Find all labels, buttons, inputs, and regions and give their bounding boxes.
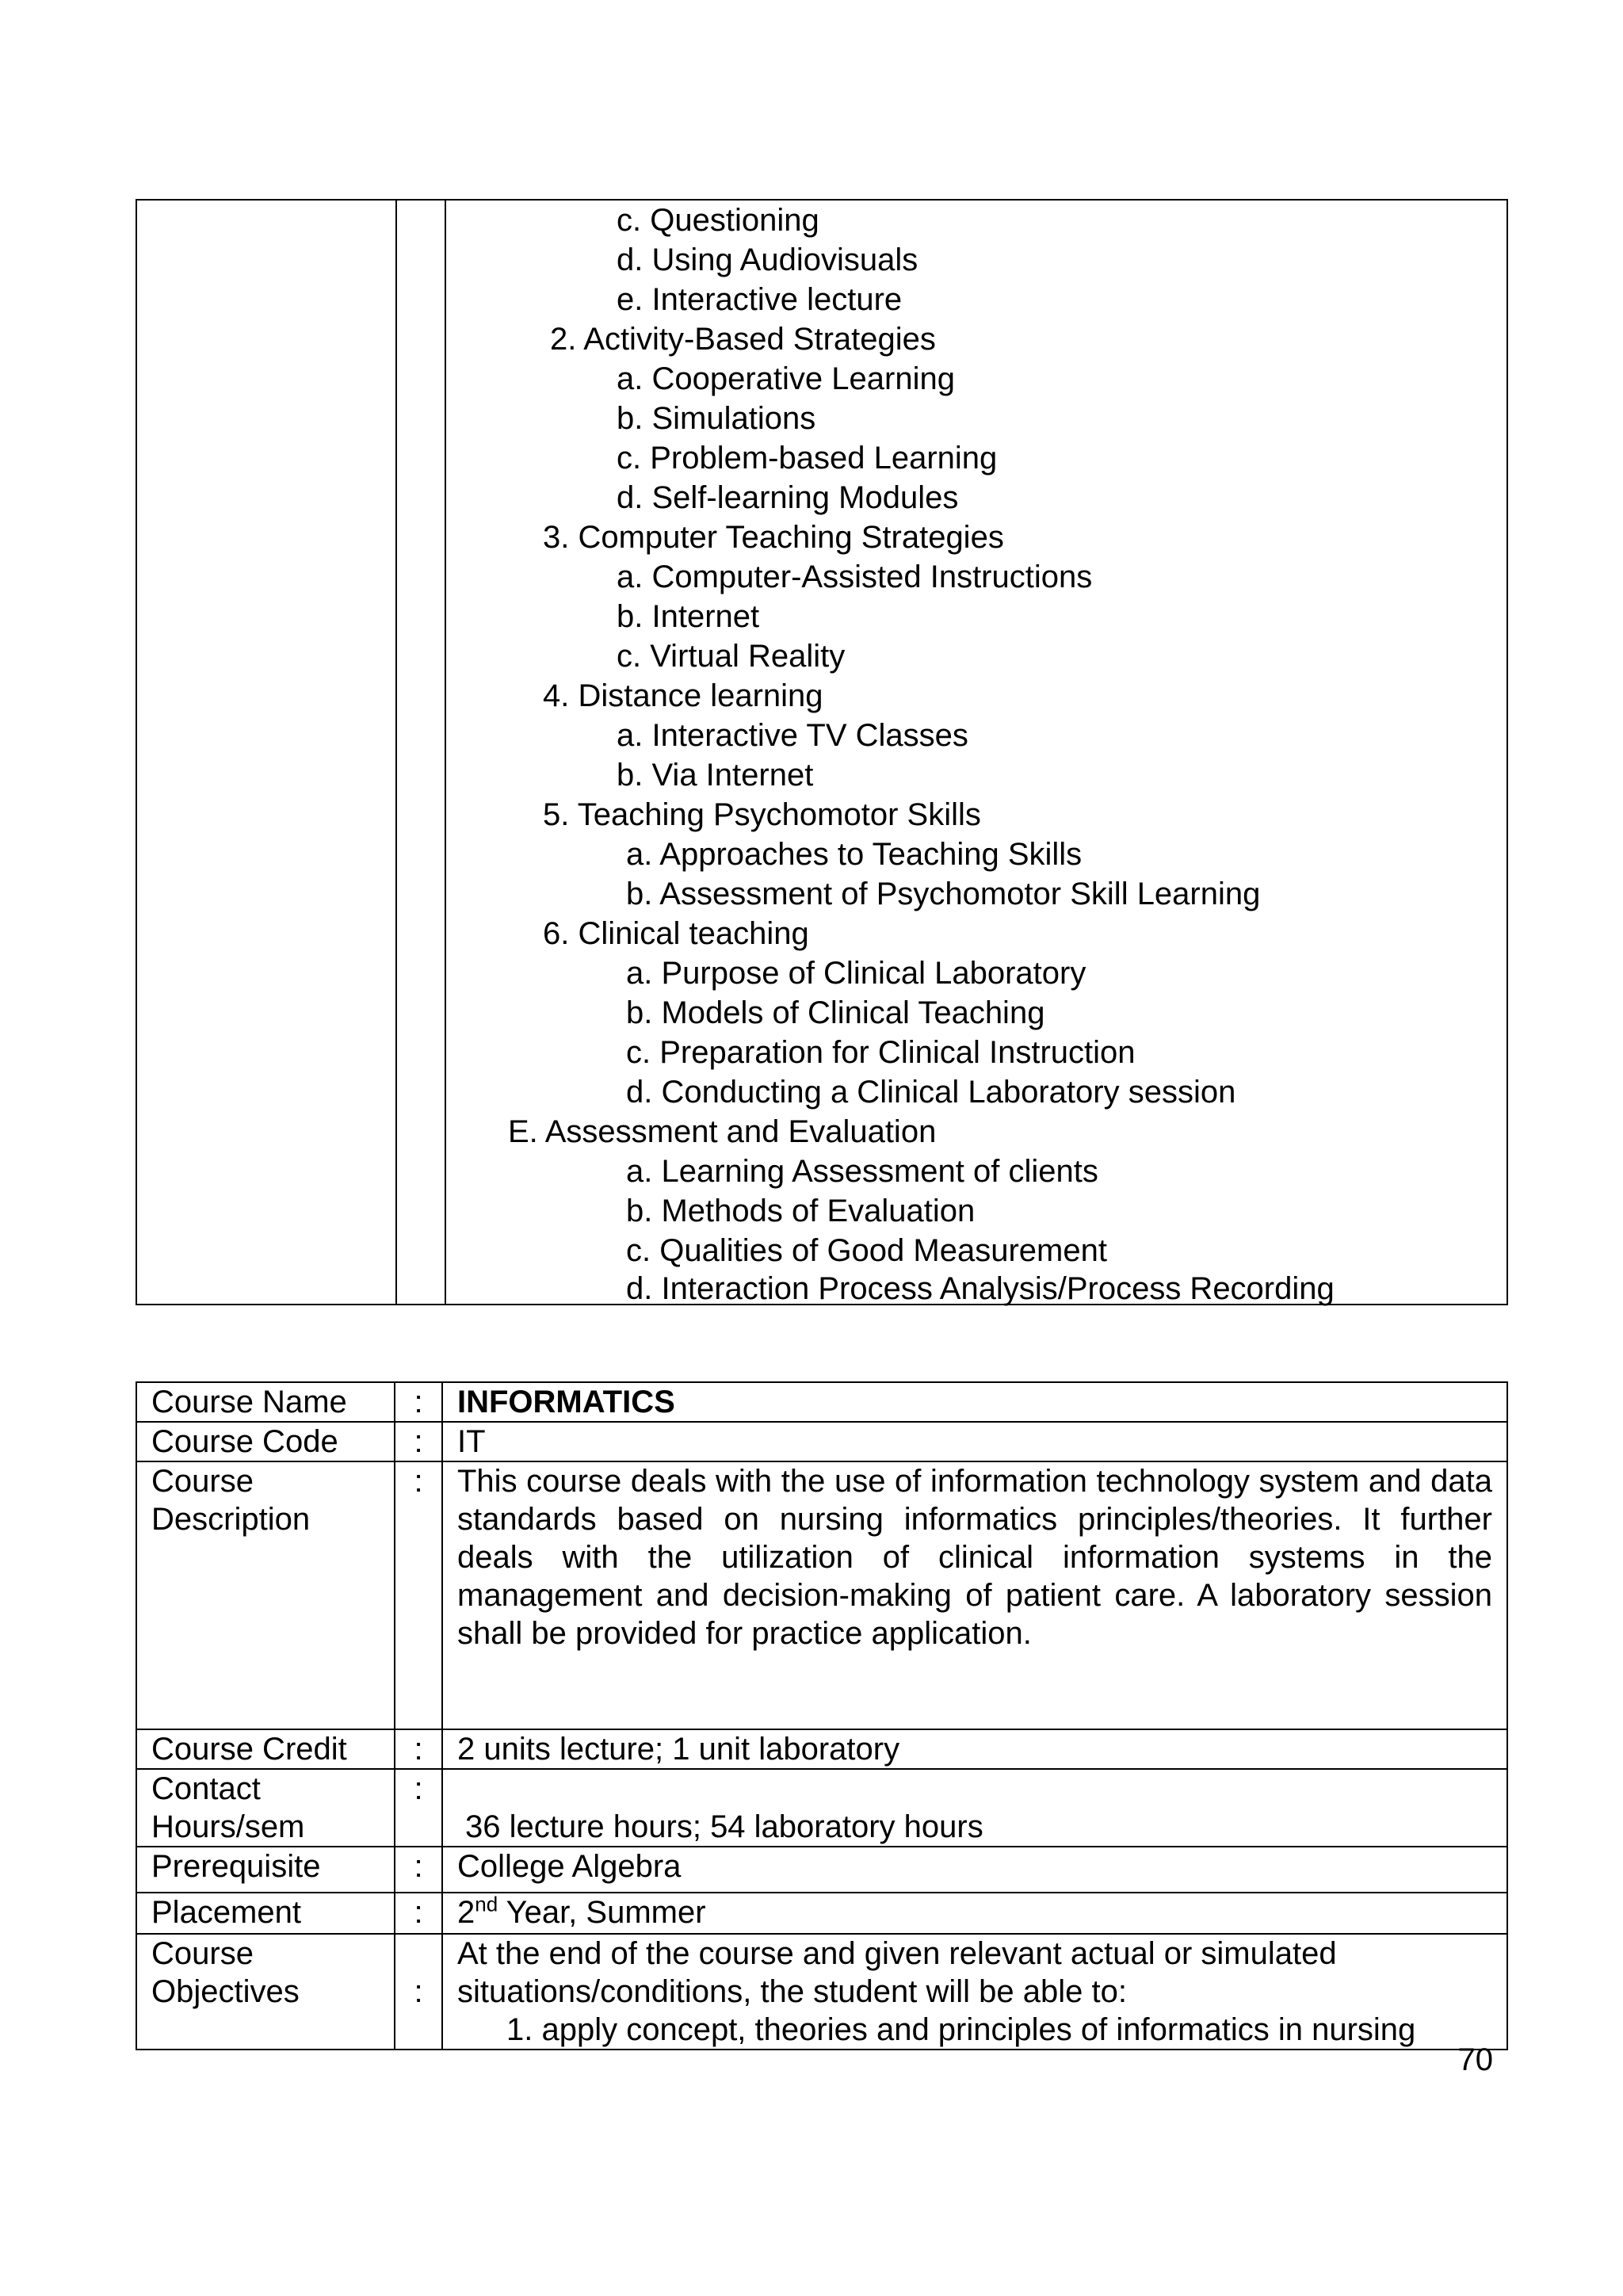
page-number: 70	[1457, 2042, 1493, 2077]
outline-item: c. Preparation for Clinical Instruction	[626, 1035, 1136, 1070]
outline-item: b. Models of Clinical Teaching	[626, 995, 1045, 1030]
outline-item: d. Interaction Process Analysis/Process Recording	[626, 1271, 1335, 1306]
prerequisite-value: College Algebra	[442, 1847, 1507, 1893]
contact-hours-value: 36 lecture hours; 54 laboratory hours	[442, 1769, 1507, 1847]
colon-separator: :	[395, 1422, 442, 1461]
outline-item: 2. Activity-Based Strategies	[550, 322, 936, 357]
teaching-strategies-table	[136, 199, 1508, 1305]
course-code-label: Course Code	[136, 1422, 395, 1461]
objectives-intro-line: At the end of the course and given relevant actual or simulated	[457, 1936, 1337, 1971]
outline-item: b. Internet	[617, 599, 760, 634]
course-name-label: Course Name	[136, 1382, 395, 1422]
colon-separator: :	[395, 1461, 442, 1729]
outline-item: d. Conducting a Clinical Laboratory session	[626, 1075, 1236, 1110]
course-objectives-label	[136, 1934, 395, 2050]
colon-separator: :	[395, 1382, 442, 1422]
label-line: Course	[151, 1464, 254, 1499]
empty-label-cell	[136, 200, 396, 1305]
table-row	[136, 1847, 1507, 1893]
course-credit-value: 2 units lecture; 1 unit laboratory	[442, 1729, 1507, 1769]
outline-item: a. Interactive TV Classes	[617, 718, 968, 753]
placement-ordinal-suffix: nd	[475, 1892, 498, 1916]
label-line: Description	[151, 1502, 311, 1537]
course-objectives-value	[442, 1934, 1507, 2050]
placement-year-number: 2	[457, 1895, 475, 1930]
outline-item: a. Learning Assessment of clients	[626, 1154, 1098, 1189]
objective-item: 1. apply concept, theories and principles of informatics in nursing	[506, 2012, 1416, 2047]
table-row	[136, 1382, 1507, 1422]
label-line: Course	[151, 1936, 254, 1971]
outline-item: b. Simulations	[617, 401, 816, 436]
objectives-intro-line: situations/conditions, the student will be able to:	[457, 1974, 1127, 2009]
outline-item: b. Methods of Evaluation	[626, 1194, 976, 1228]
colon-separator: :	[395, 1769, 442, 1847]
label-line: Hours/sem	[151, 1809, 305, 1844]
table-row	[136, 1934, 1507, 2050]
outline-item: b. Via Internet	[617, 758, 814, 793]
outline-item: c. Qualities of Good Measurement	[626, 1233, 1107, 1268]
outline-item: a. Purpose of Clinical Laboratory	[626, 956, 1086, 991]
table-row	[136, 1461, 1507, 1729]
colon-separator: :	[395, 1934, 442, 2050]
colon-separator: :	[395, 1847, 442, 1893]
outline-list	[446, 201, 1507, 1304]
outline-item: 6. Clinical teaching	[543, 916, 809, 951]
outline-item: d. Using Audiovisuals	[617, 243, 918, 277]
course-description-label	[136, 1461, 395, 1729]
placement-label: Placement	[136, 1893, 395, 1934]
empty-colon-cell	[396, 200, 445, 1305]
course-code-value: IT	[442, 1422, 1507, 1461]
outline-cell	[445, 200, 1507, 1305]
contact-hours-label	[136, 1769, 395, 1847]
outline-item: d. Self-learning Modules	[617, 480, 959, 515]
outline-item: c. Problem-based Learning	[617, 441, 998, 476]
label-line: Objectives	[151, 1974, 300, 2009]
outline-item: E. Assessment and Evaluation	[508, 1114, 937, 1149]
table-row	[136, 1893, 1507, 1934]
label-line: Contact	[151, 1771, 261, 1806]
colon-separator: :	[395, 1893, 442, 1934]
outline-item: c. Questioning	[617, 203, 819, 238]
outline-item: b. Assessment of Psychomotor Skill Learning	[626, 877, 1261, 911]
table-row	[136, 1729, 1507, 1769]
table-row	[136, 1769, 1507, 1847]
prerequisite-label: Prerequisite	[136, 1847, 395, 1893]
course-info-table	[136, 1381, 1508, 2050]
course-credit-label: Course Credit	[136, 1729, 395, 1769]
outline-item: a. Cooperative Learning	[617, 361, 955, 396]
outline-item: c. Virtual Reality	[617, 639, 846, 674]
outline-item: 5. Teaching Psychomotor Skills	[543, 797, 981, 832]
placement-value	[442, 1893, 1507, 1934]
colon-separator: :	[395, 1729, 442, 1769]
course-name-value: INFORMATICS	[442, 1382, 1507, 1422]
outline-item: 4. Distance learning	[543, 678, 823, 713]
placement-term: Year, Summer	[498, 1895, 706, 1930]
outline-item: 3. Computer Teaching Strategies	[543, 520, 1004, 555]
course-description-value: This course deals with the use of information technology system and data standards based on nursing informatics principles/theories. It further deals with the utilization of clinical information systems in the management and decision-making of patient care. A laboratory session shall be provided for practice application.	[442, 1461, 1507, 1729]
outline-item: a. Approaches to Teaching Skills	[626, 837, 1083, 872]
table-row	[136, 1422, 1507, 1461]
outline-item: a. Computer-Assisted Instructions	[617, 560, 1093, 594]
outline-item: e. Interactive lecture	[617, 282, 903, 317]
